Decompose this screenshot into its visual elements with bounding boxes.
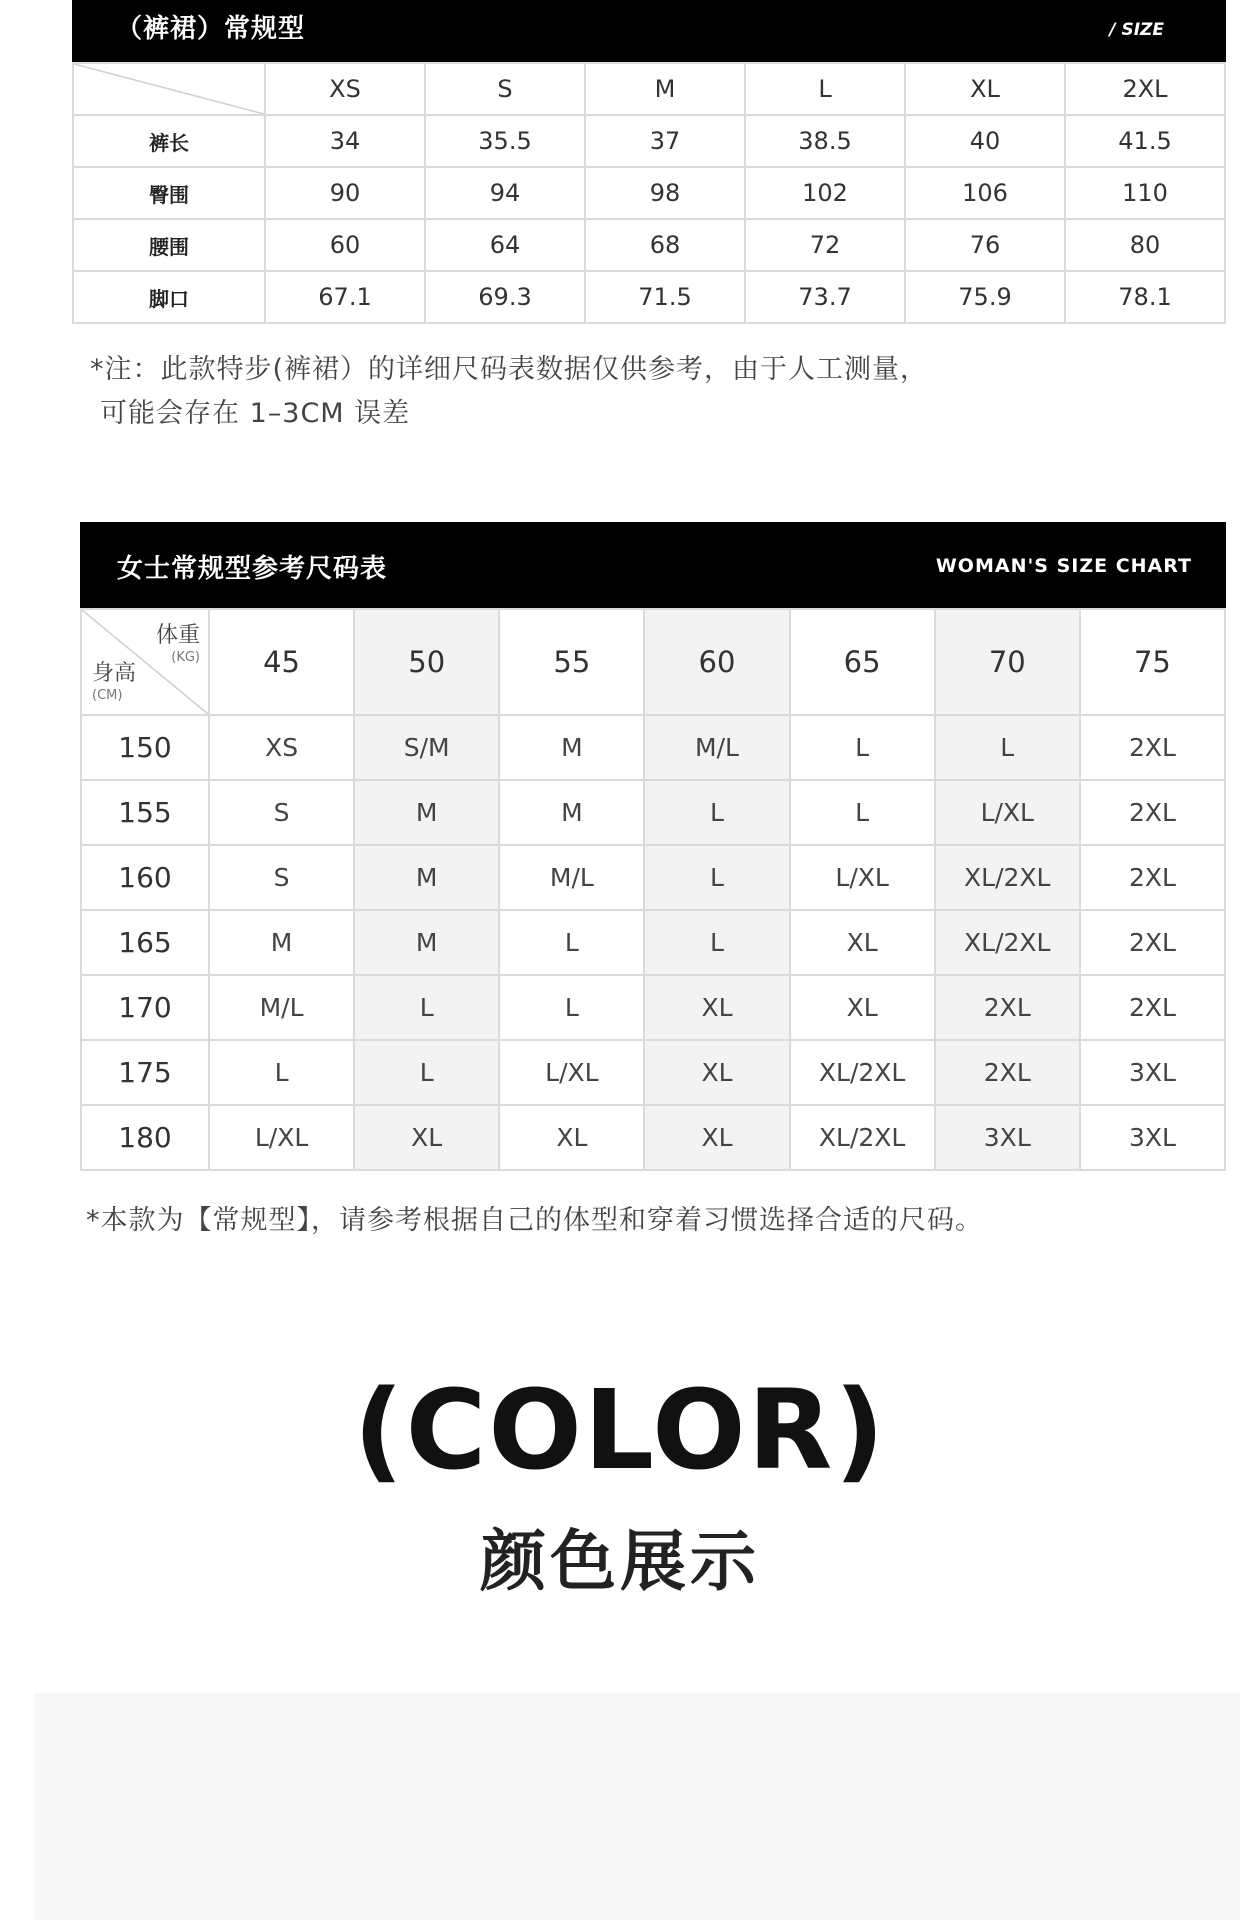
table-cell: 2XL (1080, 715, 1225, 780)
table-cell: S/M (354, 715, 499, 780)
table-cell: M/L (209, 975, 354, 1040)
table-cell: 2XL (1080, 975, 1225, 1040)
weight-header-row (81, 609, 1225, 715)
table-cell: XL (790, 910, 935, 975)
height-cell: 170 (81, 975, 209, 1040)
table-cell: M (499, 715, 644, 780)
table1-corner-cell (73, 63, 265, 115)
table-cell: 37 (585, 115, 745, 167)
table-cell: M (354, 780, 499, 845)
table-cell: 2XL (1080, 910, 1225, 975)
table-cell: XL (499, 1105, 644, 1170)
size-header: XL (905, 63, 1065, 115)
table-cell: L/XL (209, 1105, 354, 1170)
table-cell: M/L (644, 715, 789, 780)
weight-unit: (KG) (171, 650, 200, 665)
weight-header: 65 (790, 609, 935, 715)
table-cell: XL (644, 1040, 789, 1105)
table-cell: L (499, 975, 644, 1040)
table-cell: 73.7 (745, 271, 905, 323)
table-row (81, 845, 1225, 910)
color-heading-en: (COLOR) (353, 1366, 887, 1494)
table-cell: 40 (905, 115, 1065, 167)
table-cell: 3XL (1080, 1040, 1225, 1105)
table-cell: M (499, 780, 644, 845)
table-cell: 102 (745, 167, 905, 219)
table-cell: XL/2XL (790, 1105, 935, 1170)
table-cell: 80 (1065, 219, 1225, 271)
table-row (81, 780, 1225, 845)
table-cell: 2XL (1080, 845, 1225, 910)
table-cell: XL (790, 975, 935, 1040)
table-cell: XS (209, 715, 354, 780)
size-header: L (745, 63, 905, 115)
weight-header: 75 (1080, 609, 1225, 715)
height-cell: 150 (81, 715, 209, 780)
table-cell: 110 (1065, 167, 1225, 219)
table1-title: （裤裙）常规型 (116, 14, 306, 44)
table2-title-en: WOMAN'S SIZE CHART (935, 555, 1192, 577)
table-row (73, 219, 1225, 271)
note-line: 可能会存在 1–3CM 误差 (100, 398, 411, 429)
table-cell: 3XL (935, 1105, 1080, 1170)
weight-header: 55 (499, 609, 644, 715)
table-cell: XL/2XL (935, 910, 1080, 975)
weight-label: 体重 (155, 623, 200, 648)
table-cell: S (209, 780, 354, 845)
color-display-panel (34, 1693, 1240, 1920)
table-row (73, 167, 1225, 219)
table-cell: XL (644, 1105, 789, 1170)
table-cell: L (354, 975, 499, 1040)
table-row (81, 715, 1225, 780)
table-cell: 64 (425, 219, 585, 271)
row-label: 脚口 (73, 271, 265, 323)
table-cell: L (790, 715, 935, 780)
table2-corner-cell (81, 609, 209, 715)
height-label: 身高 (92, 661, 137, 686)
table-cell: XL (644, 975, 789, 1040)
table1-unit-label: / SIZE (1109, 20, 1164, 40)
size-header: M (585, 63, 745, 115)
table-cell: 98 (585, 167, 745, 219)
height-cell: 175 (81, 1040, 209, 1105)
table-cell: 106 (905, 167, 1065, 219)
table-row (81, 1105, 1225, 1170)
row-label: 臀围 (73, 167, 265, 219)
table-cell: 76 (905, 219, 1065, 271)
table-cell: 2XL (935, 975, 1080, 1040)
size-header: 2XL (1065, 63, 1225, 115)
table-cell: 2XL (935, 1040, 1080, 1105)
table1-header (72, 0, 1226, 62)
note-line: *注：此款特步(裤裙）的详细尺码表数据仅供参考，由于人工测量， (90, 354, 929, 385)
table-cell: L (354, 1040, 499, 1105)
table-cell: M (354, 845, 499, 910)
table-cell: 67.1 (265, 271, 425, 323)
size-header: XS (265, 63, 425, 115)
table-cell: 3XL (1080, 1105, 1225, 1170)
table-row (73, 115, 1225, 167)
table-cell: 68 (585, 219, 745, 271)
pants-size-table (72, 62, 1226, 324)
table-cell: 72 (745, 219, 905, 271)
table-cell: 60 (265, 219, 425, 271)
table2-note: *本款为【常规型】，请参考根据自己的体型和穿着习惯选择合适的尺码。 (86, 1205, 983, 1236)
weight-header: 50 (354, 609, 499, 715)
table-cell: L (499, 910, 644, 975)
table-cell: 34 (265, 115, 425, 167)
weight-header: 70 (935, 609, 1080, 715)
diagonal-line-icon (74, 64, 264, 114)
height-cell: 155 (81, 780, 209, 845)
table-cell: 71.5 (585, 271, 745, 323)
table-cell: XL/2XL (790, 1040, 935, 1105)
table-cell: 38.5 (745, 115, 905, 167)
table-cell: L (644, 910, 789, 975)
table-cell: 90 (265, 167, 425, 219)
table-row (73, 271, 1225, 323)
table-cell: L/XL (935, 780, 1080, 845)
table-cell: 41.5 (1065, 115, 1225, 167)
table2-title: 女士常规型参考尺码表 (117, 554, 388, 584)
table-cell: M (354, 910, 499, 975)
table-cell: 75.9 (905, 271, 1065, 323)
height-cell: 180 (81, 1105, 209, 1170)
table-cell: 35.5 (425, 115, 585, 167)
height-cell: 165 (81, 910, 209, 975)
table-row (81, 910, 1225, 975)
table-cell: XL (354, 1105, 499, 1170)
row-label: 裤长 (73, 115, 265, 167)
table-cell: L (644, 845, 789, 910)
height-unit: (CM) (92, 688, 123, 703)
table-cell: 2XL (1080, 780, 1225, 845)
weight-header: 45 (209, 609, 354, 715)
height-cell: 160 (81, 845, 209, 910)
table-cell: S (209, 845, 354, 910)
table-cell: 69.3 (425, 271, 585, 323)
table-cell: L/XL (790, 845, 935, 910)
row-label: 腰围 (73, 219, 265, 271)
table-cell: L (209, 1040, 354, 1105)
size-header: S (425, 63, 585, 115)
table-row (81, 975, 1225, 1040)
color-heading-cn: 颜色展示 (480, 1523, 760, 1600)
table-row (81, 1040, 1225, 1105)
table1-size-row (73, 63, 1225, 115)
table1-note (90, 348, 928, 436)
table-cell: XL/2XL (935, 845, 1080, 910)
weight-header: 60 (644, 609, 789, 715)
table-cell: M (209, 910, 354, 975)
table-cell: L (935, 715, 1080, 780)
table-cell: 78.1 (1065, 271, 1225, 323)
table-cell: L (644, 780, 789, 845)
table-cell: L/XL (499, 1040, 644, 1105)
table-cell: 94 (425, 167, 585, 219)
table-cell: L (790, 780, 935, 845)
table2-header (80, 522, 1226, 608)
womens-size-chart (80, 608, 1226, 1171)
table-cell: M/L (499, 845, 644, 910)
